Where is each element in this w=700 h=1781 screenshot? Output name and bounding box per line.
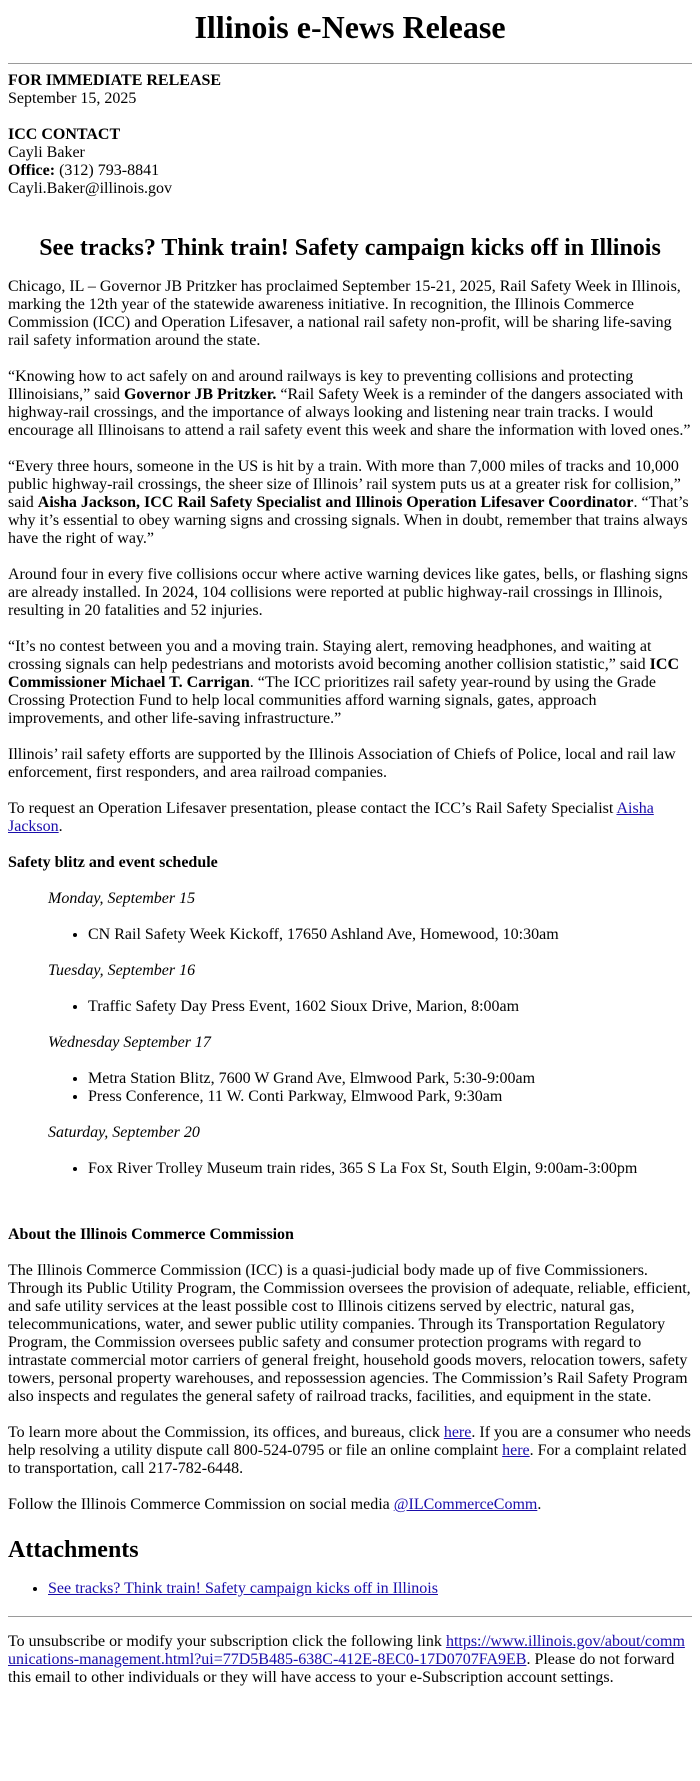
release-date: September 15, 2025 [8, 90, 137, 107]
p7-text: To request an Operation Lifesaver presentation, please contact the ICC’s Rail Safety Specialist [8, 800, 617, 817]
about-paragraph-2 [8, 1424, 692, 1478]
body-paragraph-5 [8, 638, 692, 728]
p2-speaker: Governor JB Pritzker. [123, 386, 277, 403]
p7-end: . [58, 818, 63, 835]
page-title: Illinois e-News Release [194, 9, 506, 45]
release-header [8, 72, 692, 198]
attachments-list [8, 1580, 692, 1598]
event-list [48, 926, 692, 944]
p5-speaker: ICC Commissioner Michael T. Carrigan [8, 656, 679, 691]
contact-name: Cayli Baker [8, 144, 85, 161]
schedule-day: Tuesday, September 16 [48, 962, 196, 979]
schedule-day: Monday, September 15 [48, 890, 196, 907]
footer-text-b: . Please do not forward this email to other individuals or they will have access to your e-Subscription account settings. [8, 1651, 675, 1686]
about-p2-text-3: . For a complaint related to transportation, call 217-782-6448. [8, 1442, 687, 1477]
p3-text: “Every three hours, someone in the US is hit by a train. With more than 7,000 miles of tracks and 10,000 public highway-rail crossings, the sheer size of Illinois’ rail system puts us at a greater risk for collision,” said [8, 458, 681, 511]
contact-email: Cayli.Baker@illinois.gov [8, 180, 173, 197]
event-item: • Press Conference, 11 W. Conti Parkway, Elmwood Park, 9:30am [88, 1088, 692, 1106]
attachment-item [48, 1580, 692, 1598]
event-list [48, 998, 692, 1016]
about-paragraph-1: The Illinois Commerce Commission (ICC) is a quasi-judicial body made up of five Commissioners. Through its Public Utility Program, the Commission oversees the provision of adequate, reliable, efficient, and safe utility services at the least possible cost to Illinois citizens served by electric, natural gas, telecommunications, water, and sewer public utility companies. Through its Transportation Regulatory Program, the Commission oversees public safety and consumer protection programs with regard to intrastate commercial motor carriers of general freight, household goods movers, relocation towers, safety towers, personal property warehouses, and repossession agencies. The Commission’s Rail Safety Program also inspects and regulates the general safety of railroad tracks, facilities, and equipment in the state. [8, 1262, 691, 1405]
footer-text-a: To unsubscribe or modify your subscription click the following link [8, 1633, 446, 1650]
attachments-heading: Attachments [8, 1537, 139, 1563]
p5-text: “It’s no contest between you and a moving train. Staying alert, removing headphones, and waiting at crossing signals can help pedestrians and motorists avoid becoming another collision statistic,” said [8, 638, 652, 673]
event-item: • CN Rail Safety Week Kickoff, 17650 Ashland Ave, Homewood, 10:30am [88, 926, 692, 944]
event-item: • Traffic Safety Day Press Event, 1602 Sioux Drive, Marion, 8:00am [88, 998, 692, 1016]
event-list [48, 1160, 692, 1178]
body-paragraph-2 [8, 368, 692, 440]
aisha-jackson-link[interactable]: Aisha Jackson [8, 800, 654, 835]
p3-quote: . “That’s why it’s essential to obey warning signs and crossing signals. When in doubt, remember that trains always have the right of way.” [8, 494, 689, 547]
commission-info-link[interactable]: here [443, 1424, 472, 1441]
p3-speaker: Aisha Jackson, ICC Rail Safety Specialist and Illinois Operation Lifesaver Coordinator [37, 494, 634, 511]
social-media-link[interactable]: @ILCommerceComm [393, 1496, 538, 1513]
body-paragraph-6: Illinois’ rail safety efforts are supported by the Illinois Association of Chiefs of Police, local and rail law enforcement, first responders, and area railroad companies. [8, 746, 676, 781]
headline: See tracks? Think train! Safety campaign kicks off in Illinois [39, 235, 661, 261]
schedule-heading: Safety blitz and event schedule [8, 854, 218, 871]
about-paragraph-3 [8, 1496, 692, 1514]
about-p3-end: . [537, 1496, 542, 1513]
contact-label: ICC CONTACT [8, 126, 121, 143]
about-p2-text: To learn more about the Commission, its offices, and bureaus, click [8, 1424, 444, 1441]
about-heading: About the Illinois Commerce Commission [8, 1226, 294, 1243]
body-paragraph-1: Chicago, IL – Governor JB Pritzker has proclaimed September 15-21, 2025, Rail Safety Week in Illinois, marking the 12th year of the statewide awareness initiative. In recognition, the Illinois Commerce Commission (ICC) and Operation Lifesaver, a national rail safety non-profit, will be sharing life-saving rail safety information around the state. [8, 278, 681, 349]
release-label: FOR IMMEDIATE RELEASE [8, 72, 222, 89]
p2-quote: “Rail Safety Week is a reminder of the dangers associated with highway-rail crossings, and the importance of always looking and listening near train tracks. I would encourage all Illinoisans to attend a rail safety event this week and share the information with loved ones.” [8, 386, 691, 439]
event-list [48, 1070, 692, 1106]
unsubscribe-link[interactable]: https://www.illinois.gov/about/communications-management.html?ui=77D5B485-638C-412E-8EC0-17D0707FA9EB [8, 1633, 685, 1668]
schedule-day: Wednesday September 17 [48, 1034, 211, 1051]
body-paragraph-7 [8, 800, 692, 836]
contact-office [8, 162, 692, 180]
about-p3-text: Follow the Illinois Commerce Commission on social media [8, 1496, 394, 1513]
office-phone: (312) 793-8841 [55, 162, 160, 179]
about-p2-text-2: . If you are a consumer who needs help resolving a utility dispute call 800-524-0795 or file an online complaint [8, 1424, 691, 1459]
event-item: • Fox River Trolley Museum train rides, 365 S La Fox St, South Elgin, 9:00am-3:00pm [88, 1160, 692, 1178]
body-paragraph-3 [8, 458, 692, 548]
office-label: Office: [8, 162, 56, 179]
attachment-link[interactable]: See tracks? Think train! Safety campaign kicks off in Illinois [48, 1580, 438, 1597]
footer-text [8, 1633, 692, 1687]
header-divider [8, 63, 692, 64]
email-page [0, 9, 700, 1687]
p5-quote: . “The ICC prioritizes rail safety year-round by using the Grade Crossing Protection Fund to help local communities afford warning signals, gates, approach improvements, and other life-saving infrastructure.” [8, 674, 656, 727]
p2-text: “Knowing how to act safely on and around railways is key to preventing collisions and protecting Illinoisians,” said [8, 368, 634, 403]
footer-divider [8, 1616, 692, 1617]
schedule-list [48, 890, 692, 1178]
online-complaint-link[interactable]: here [502, 1442, 530, 1459]
body-paragraph-4: Around four in every five collisions occur where active warning devices like gates, bells, or flashing signs are already installed. In 2024, 104 collisions were reported at public highway-rail crossings in Illinois, resulting in 20 fatalities and 52 injuries. [8, 566, 688, 619]
event-item: • Metra Station Blitz, 7600 W Grand Ave, Elmwood Park, 5:30-9:00am [88, 1070, 692, 1088]
schedule-day: Saturday, September 20 [48, 1124, 200, 1141]
